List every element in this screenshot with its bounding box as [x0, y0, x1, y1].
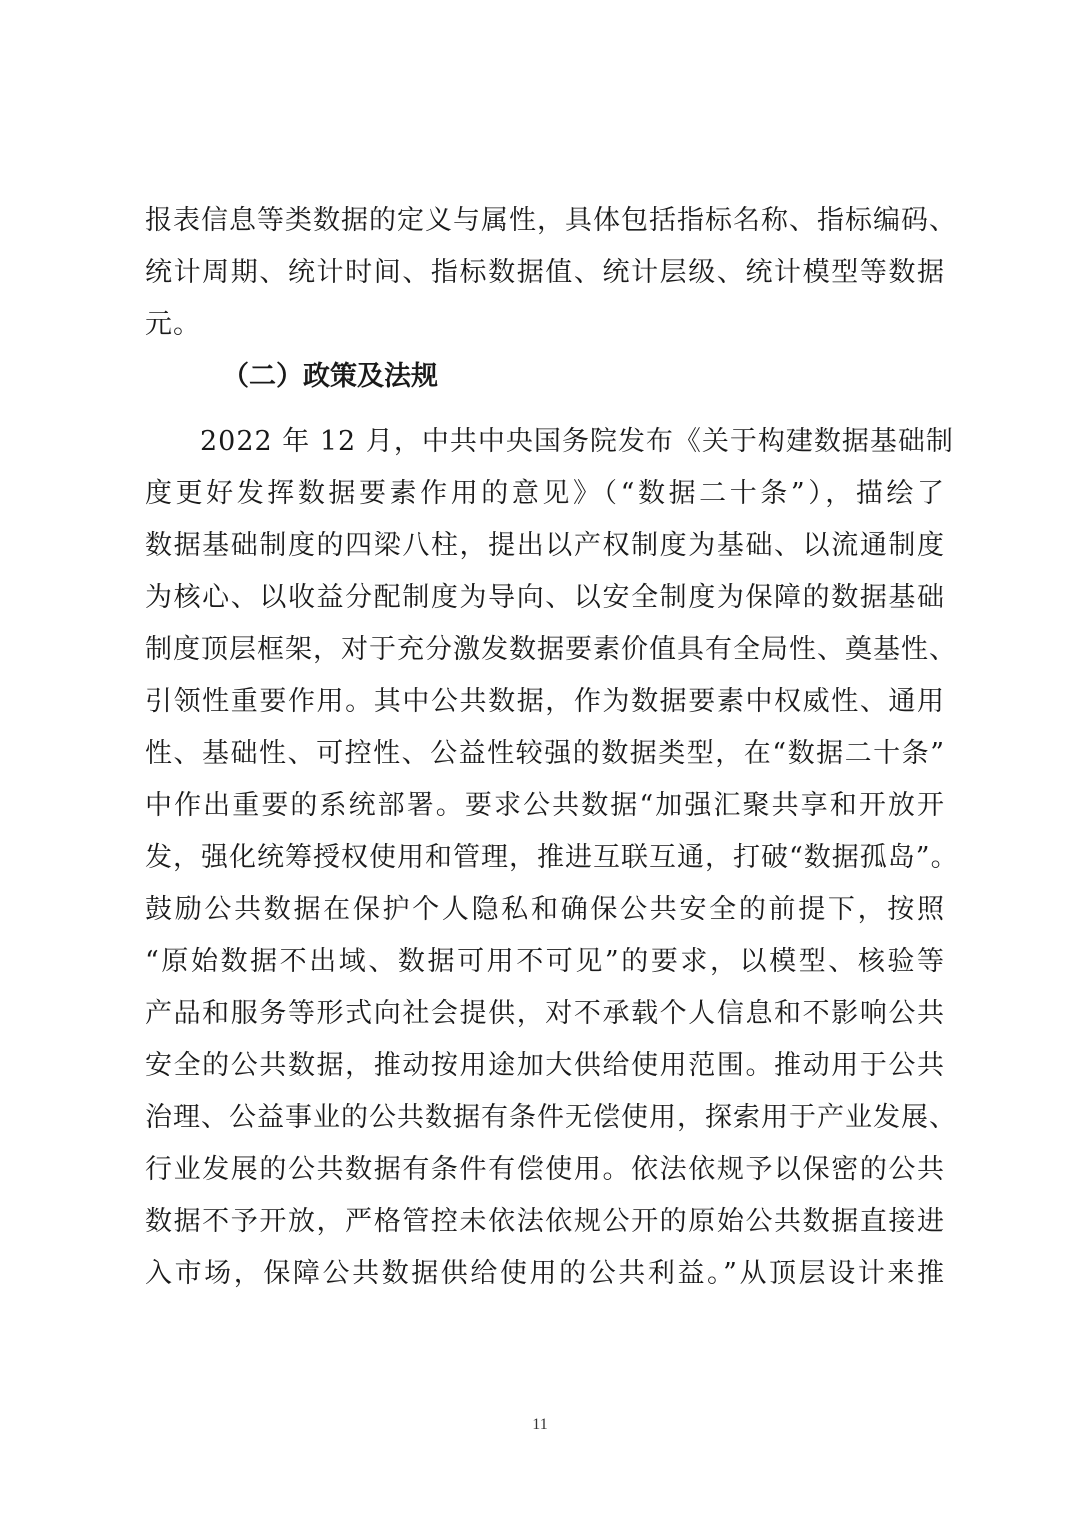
paragraph-line: 2022 年 12 月，中共中央国务院发布《关于构建数据基础制 — [200, 426, 954, 457]
paragraph-line: 度更好发挥数据要素作用的意见》（“数据二十条”），描绘了 — [145, 478, 945, 509]
page-number: 11 — [532, 1416, 548, 1433]
paragraph-line: “原始数据不出域、数据可用不可见”的要求，以模型、核验等 — [145, 946, 945, 977]
paragraph-line: 报表信息等类数据的定义与属性，具体包括指标名称、指标编码、 — [145, 205, 957, 236]
paragraph-line: 入市场，保障公共数据供给使用的公共利益。”从顶层设计来推 — [145, 1258, 945, 1289]
paragraph-line: 数据基础制度的四梁八柱，提出以产权制度为基础、以流通制度 — [145, 530, 945, 561]
paragraph-line: 治理、公益事业的公共数据有条件无偿使用，探索用于产业发展、 — [145, 1102, 957, 1133]
paragraph-line: 安全的公共数据，推动按用途加大供给使用范围。推动用于公共 — [145, 1050, 945, 1081]
paragraph-line: 性、基础性、可控性、公益性较强的数据类型，在“数据二十条” — [145, 738, 945, 769]
section-heading: （二）政策及法规 — [222, 361, 438, 392]
paragraph-line: 鼓励公共数据在保护个人隐私和确保公共安全的前提下，按照 — [145, 894, 945, 925]
paragraph-line: 制度顶层框架，对于充分激发数据要素价值具有全局性、奠基性、 — [145, 634, 957, 665]
paragraph-line: 产品和服务等形式向社会提供，对不承载个人信息和不影响公共 — [145, 998, 945, 1029]
paragraph-line: 为核心、以收益分配制度为导向、以安全制度为保障的数据基础 — [145, 582, 945, 613]
paragraph-line: 中作出重要的系统部署。要求公共数据“加强汇聚共享和开放开 — [145, 790, 945, 821]
paragraph-line: 统计周期、统计时间、指标数据值、统计层级、统计模型等数据 — [145, 257, 945, 288]
paragraph-line: 行业发展的公共数据有条件有偿使用。依法依规予以保密的公共 — [145, 1154, 945, 1185]
paragraph-line: 数据不予开放，严格管控未依法依规公开的原始公共数据直接进 — [145, 1206, 945, 1237]
paragraph-line: 引领性重要作用。其中公共数据，作为数据要素中权威性、通用 — [145, 686, 945, 717]
paragraph-line: 发，强化统筹授权使用和管理，推进互联互通，打破“数据孤岛”。 — [145, 842, 959, 873]
paragraph-line: 元。 — [145, 309, 201, 340]
